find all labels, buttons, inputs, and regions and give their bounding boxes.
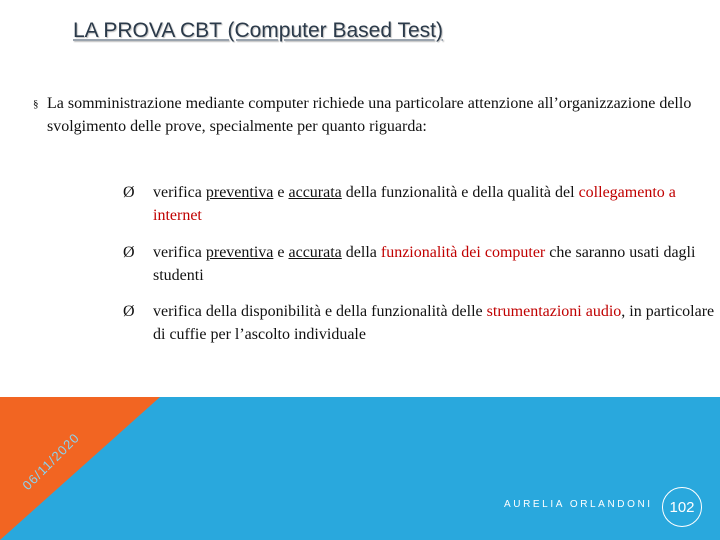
text-segment-highlight: collegamento a internet bbox=[153, 184, 676, 224]
text-segment: della funzionalità e della qualità del bbox=[341, 184, 579, 201]
square-bullet-icon: § bbox=[33, 98, 39, 110]
slide-title: LA PROVA CBT (Computer Based Test) bbox=[73, 19, 443, 42]
arrow-bullet-icon: Ø bbox=[123, 244, 135, 261]
footer-author: AURELIA ORLANDONI bbox=[504, 499, 653, 510]
text-segment: e bbox=[273, 244, 289, 261]
arrow-bullet-icon: Ø bbox=[123, 184, 135, 201]
orange-accent-shape bbox=[0, 397, 160, 540]
list-item-internet bbox=[123, 181, 717, 227]
list-item-audio bbox=[123, 300, 717, 346]
text-segment: verifica bbox=[153, 184, 206, 201]
list-item-text bbox=[123, 300, 717, 346]
intro-paragraph bbox=[33, 93, 713, 138]
text-segment: che saranno usati dagli studenti bbox=[153, 244, 696, 284]
text-segment: verifica della disponibilità e della funzionalità delle bbox=[153, 303, 487, 320]
text-segment-highlight: funzionalità dei computer bbox=[380, 244, 546, 261]
arrow-bullet-icon: Ø bbox=[123, 303, 135, 320]
intro-text: La somministrazione mediante computer richiede una particolare attenzione all’organizzazione dello svolgimento delle prove, specialmente per quanto riguarda: bbox=[47, 95, 692, 135]
text-segment: e bbox=[273, 184, 289, 201]
text-segment: della bbox=[341, 244, 381, 261]
list-item-text bbox=[123, 181, 717, 227]
footer-date: 06/11/2020 bbox=[19, 429, 83, 493]
text-segment-highlight: strumentazioni audio bbox=[486, 303, 622, 320]
list-item-computers bbox=[123, 241, 717, 287]
text-segment-underlined: preventiva bbox=[205, 184, 274, 201]
text-segment-underlined: accurata bbox=[288, 244, 342, 261]
page-number-badge bbox=[662, 487, 702, 527]
text-segment-underlined: preventiva bbox=[205, 244, 274, 261]
page-number: 102 bbox=[669, 498, 695, 516]
text-segment-underlined: accurata bbox=[288, 184, 342, 201]
list-item-text bbox=[123, 241, 717, 287]
text-segment: verifica bbox=[153, 244, 206, 261]
text-segment: , in particolare di cuffie per l’ascolto individuale bbox=[153, 303, 715, 343]
